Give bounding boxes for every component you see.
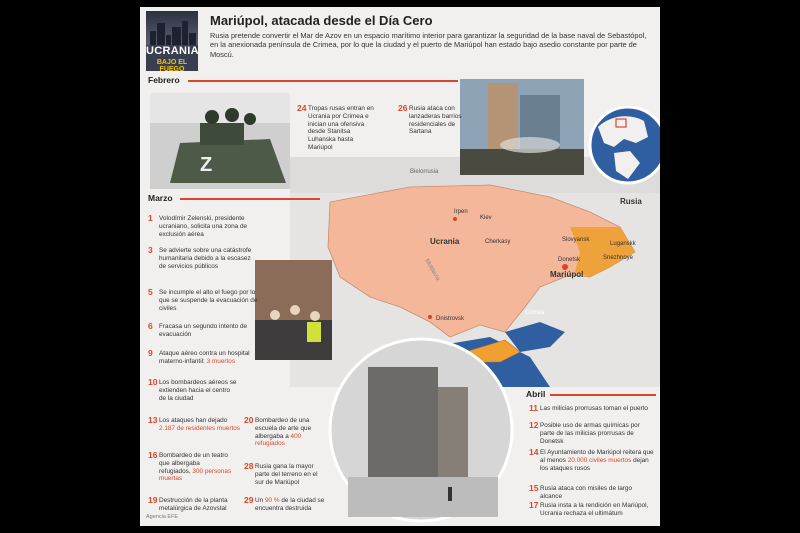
map-label-belarus: Bielorrusia	[410, 169, 439, 175]
kiev-dot	[453, 217, 457, 221]
event-feb-24: 24 Tropas rusas entran en Ucrania por Crimea e inician una ofensiva desde Stanitsa Luhanska hasta Mariúpol	[297, 103, 374, 151]
event-apr-11: 11 Las milicias prorrusas toman el puerto	[529, 403, 648, 413]
month-april: Abril	[526, 389, 546, 399]
event-mar-16: 16 Bombardeo de un teatro que albergaba refugiados, 300 personas muertas	[148, 450, 232, 483]
map-city-slovyansk: Slovyansk	[562, 237, 590, 243]
map-city-lugansk: Luganskk	[610, 241, 636, 247]
event-mar-20: 20 Bombardeo de una escuela de arte que albergaba a 400 refugiados	[244, 415, 312, 448]
dnistrovsk-dot	[428, 315, 432, 319]
photo-building-fire	[460, 79, 584, 175]
map-city-kiev: Kiev	[480, 215, 492, 221]
event-mar-9: 9 Ataque aéreo contra un hospital materno-infantil: 3 muertos	[148, 348, 250, 365]
month-march: Marzo	[148, 193, 173, 203]
map-label-moldova: Moldavia	[423, 258, 441, 282]
page-title: Mariúpol, atacada desde el Día Cero	[210, 13, 433, 28]
map-city-donetsk: Donetsk	[558, 257, 581, 263]
globe	[584, 103, 660, 193]
map-label-ukraine: Ucrania	[430, 237, 460, 246]
logo-title: UCRANIA	[146, 45, 199, 57]
month-march-rule	[180, 198, 320, 200]
svg-text:Z: Z	[200, 154, 213, 176]
map-city-snezhnoye: Snezhnoye	[603, 255, 634, 261]
event-apr-15: 15 Rusia ataca con misiles de largo alcance	[529, 483, 632, 500]
event-mar-10: 10 Los bombardeos aéreos se extienden hacia el centro de la ciudad	[148, 377, 237, 402]
month-february-rule	[188, 80, 458, 82]
photo-destroyed-building	[328, 337, 514, 523]
event-mar-28: 28 Rusia gana la mayor parte del terreno en el sur de Mariúpol	[244, 461, 318, 486]
month-april-rule	[550, 394, 656, 396]
map-label-crimea: Crimea	[525, 310, 545, 316]
page-subtitle: Rusia pretende convertir el Mar de Azov en un espacio marítimo interior para garantizar la seguridad de la base naval de Sebastópol, en la anexionada península de Crimea, por lo que la ciudad y el puerto de Mariúpol han estado bajo asedio constante por parte de Moscú.	[210, 31, 647, 59]
event-mar-19: 19 Destrucción de la planta metalúrgica de Azovstal	[148, 495, 228, 512]
event-mar-13: 13 Los ataques han dejado 2.187 de residentes muertos	[148, 415, 240, 432]
photo-tank	[150, 93, 290, 189]
event-apr-14: 14 El Ayuntamiento de Mariúpol reitera que al menos 20.000 civiles muertos dejan los ataques rusos	[529, 447, 654, 472]
event-feb-26: 26 Rusia ataca con lanzaderas barrios residenciales de Sartana	[398, 103, 462, 136]
map-label-russia: Rusia	[620, 197, 642, 206]
event-apr-17: 17 Rusia insta a la rendición en Mariúpol, Ucrania rechaza el ultimátum	[529, 500, 649, 517]
map-city-dnistrovsk: Dnistrovsk	[436, 316, 465, 322]
infographic	[140, 7, 660, 526]
event-mar-1: 1 Volodímir Zelenski, presidente ucraniano, solicita una zona de exclusión aérea	[148, 213, 248, 238]
event-mar-29: 29 Un 90 % de la ciudad se encuentra destruida	[244, 495, 325, 512]
map-city-irpen: Irpen	[454, 209, 468, 215]
month-february: Febrero	[148, 75, 180, 85]
logo-subtitle: BAJO EL FUEGO	[156, 59, 188, 73]
map-city-cherkasy: Cherkasy	[485, 239, 511, 245]
map-city-mariupol: Mariúpol	[550, 270, 584, 279]
logo	[146, 11, 198, 71]
source-credit: Agencia EFE	[146, 514, 179, 520]
event-apr-12: 12 Posible uso de armas químicas por parte de las milicias prorrusas de Donetsk	[529, 420, 640, 445]
event-mar-6: 6 Fracasa un segundo intento de evacuación	[148, 321, 248, 338]
event-mar-5: 5 Se incumple el alto el fuego por lo que se suspende la evacuación de civiles	[148, 287, 258, 312]
event-mar-3: 3 Se advierte sobre una catástrofe humanitaria debido a la escasez de servicios públicos	[148, 245, 252, 270]
photo-evacuation	[255, 260, 332, 360]
